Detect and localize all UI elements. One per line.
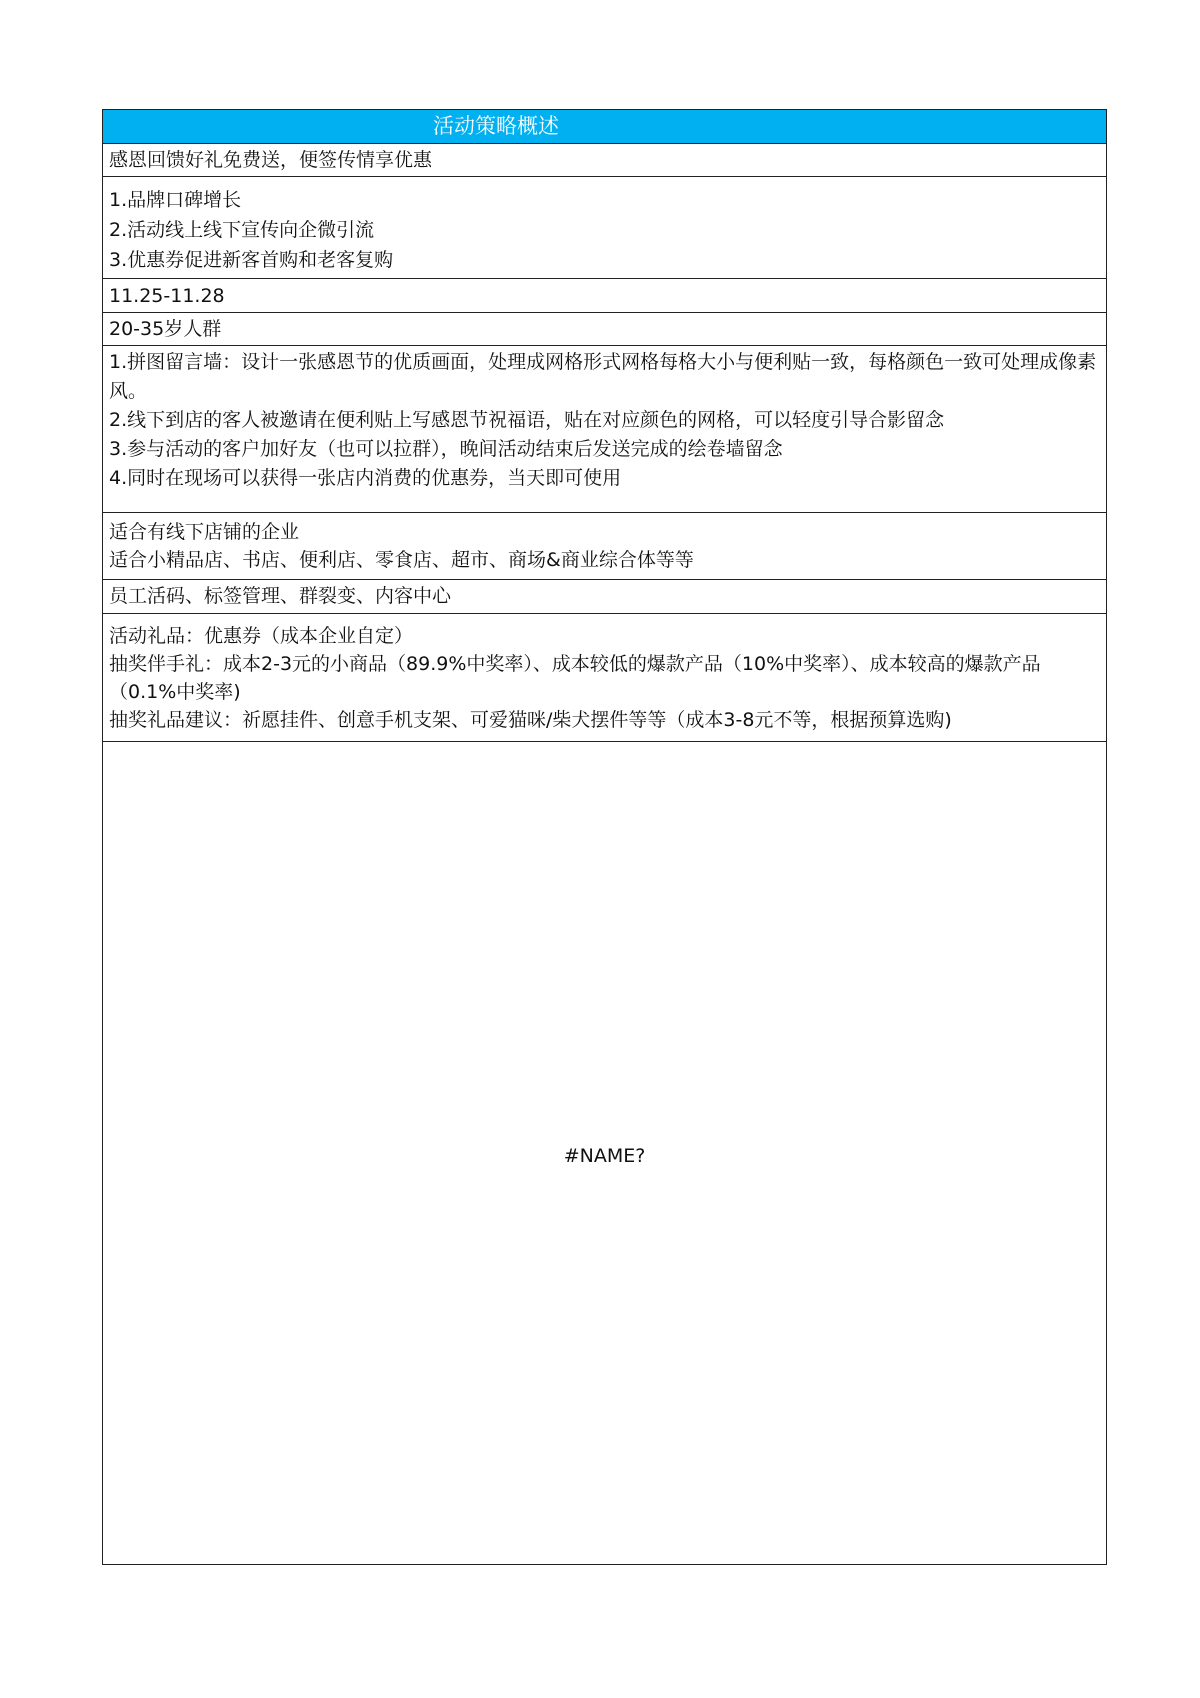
gift-item: 活动礼品：优惠券（成本企业自定） — [109, 625, 414, 647]
theme-cell[interactable] — [103, 143, 1106, 176]
theme-text: 感恩回馈好礼免费送，便签传情享优惠 — [109, 149, 433, 171]
audience-text: 20-35岁人群 — [109, 318, 222, 340]
audience-cell[interactable] — [103, 312, 1106, 345]
fit-cell[interactable] — [103, 512, 1106, 579]
fit-item: 适合有线下店铺的企业 — [109, 521, 300, 543]
tools-cell[interactable] — [103, 579, 1106, 613]
content-cell[interactable] — [103, 345, 1106, 512]
formula-cell[interactable] — [103, 741, 1106, 1564]
date-cell[interactable] — [103, 278, 1106, 312]
content-item: 3.参与活动的客户加好友（也可以拉群），晚间活动结束后发送完成的绘卷墙留念 — [109, 438, 783, 460]
goals-cell[interactable] — [103, 176, 1106, 278]
goal-item: 2.活动线上线下宣传向企微引流 — [109, 219, 375, 241]
formula-error-text: #NAME? — [563, 1145, 646, 1167]
content-item: 2.线下到店的客人被邀请在便利贴上写感恩节祝福语，贴在对应颜色的网格，可以轻度引导合影留念 — [109, 409, 945, 431]
goal-item: 3.优惠券促进新客首购和老客复购 — [109, 249, 394, 271]
strategy-sheet — [102, 109, 1107, 1565]
goal-item: 1.品牌口碑增长 — [109, 189, 242, 211]
content-item: 4.同时在现场可以获得一张店内消费的优惠券，当天即可使用 — [109, 467, 622, 489]
gifts-cell[interactable] — [103, 613, 1106, 741]
date-text: 11.25-11.28 — [109, 285, 225, 307]
fit-item: 适合小精品店、书店、便利店、零食店、超市、商场&商业综合体等等 — [109, 549, 694, 571]
gift-item: 抽奖礼品建议：祈愿挂件、创意手机支架、可爱猫咪/柴犬摆件等等（成本3-8元不等，根据预算选购) — [109, 709, 952, 731]
sheet-title: 活动策略概述 — [103, 110, 1106, 143]
gift-item: 抽奖伴手礼：成本2-3元的小商品（89.9%中奖率）、成本较低的爆款产品（10%中奖率）、成本较高的爆款产品（0.1%中奖率) — [109, 653, 1041, 703]
tools-text: 员工活码、标签管理、群裂变、内容中心 — [109, 585, 452, 607]
content-item: 1.拼图留言墙：设计一张感恩节的优质画面，处理成网格形式网格每格大小与便利贴一致，每格颜色一致可处理成像素风。 — [109, 351, 1097, 402]
